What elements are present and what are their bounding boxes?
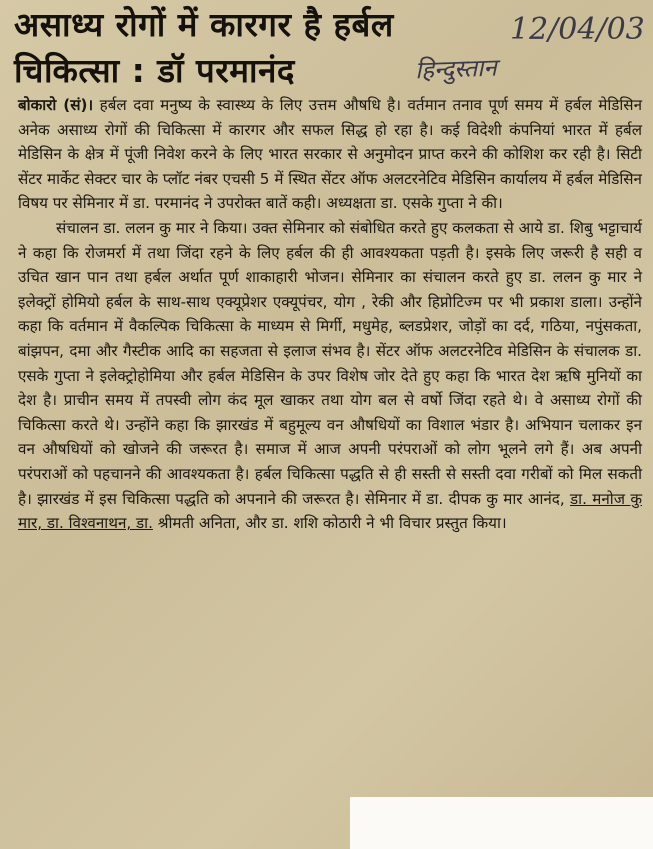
- article-paragraph-2: [18, 216, 642, 536]
- article-paragraph-1: [18, 93, 642, 216]
- blank-paper-area: [350, 797, 653, 849]
- paragraph-2-text: संचालन डा. ललन कु मार ने किया। उक्त सेमिनार को संबोधित करते हुए कलकता से आये डा. शिबु भट्टाचार्य ने कहा कि रोजमर्रा में तथा जिंदा रहने के लिए हर्बल की ही आवश्यकता पड़ती है। इसके लिए जरूरी है सही व उचित खान पान तथा हर्बल अर्थात पूर्ण शाकाहारी भोजन। सेमिनार का संचालन करते हुए डा. ललन कु मार ने इलेक्ट्रों होमियो हर्बल के साथ-साथ एक्यूप्रेशर एक्यूपंचर, योग , रेकी और हिप्नोटिज्म पर भी प्रकाश डाला। उन्होंने कहा कि वर्तमान में वैकल्पिक चिकित्सा के माध्यम से मिर्गी, मधुमेह, ब्लडप्रेशर, जोड़ों का दर्द, गठिया, नपुंसकता, बांझपन, दमा और गैस्टीक आदि का सहजता से इलाज संभव है। सेंटर ऑफ अलटरनेटिव मेडिसिन के संचालक डा. एसके गुप्ता ने इलेक्ट्रोहोमिया और हर्बल मेडिसिन के उपर विशेष जोर देते हुए कहा कि भारत देश ऋषि मुनियों का देश है। प्राचीन समय में तपस्वी लोग कंद मूल खाकर तथा योग बल से वर्षो जिंदा रहते थे। वे असाध्य रोगों की चिकित्सा करते थे। उन्होंने कहा कि झारखंड में बहुमूल्य वन औषधियों का विशाल भंडार है। अभियान चलाकर इन वन औषधियों को खोजने की जरूरत है। समाज में आज अपनी परंपराओं को लोग भूलने लगे हैं। अब अपनी परंपराओं को पहचानने की आवश्यकता है। हर्बल चिकित्सा पद्धति से ही सस्ती से सस्ती दवा गरीबों को मिल सकती है। झारखंड में इस चिकित्सा पद्धति को अपनाने की जरूरत है। सेमिनार में डा. दीपक कु मार आनंद,: [18, 218, 642, 508]
- dateline: बोकारो (सं)।: [18, 96, 94, 114]
- headline-line-1: असाध्य रोगों में कारगर है हर्बल: [14, 5, 394, 44]
- underlined-names: डा. मनोज कु मार, डा. विश्वनाथन, डा.: [18, 489, 642, 533]
- handwritten-source: हिन्दुस्तान: [414, 53, 498, 85]
- paragraph-1-text: हर्बल दवा मनुष्य के स्वास्थ्य के लिए उत्तम औषधि है। वर्तमान तनाव पूर्ण समय में हर्बल मेडिसिन अनेक असाध्य रोगों की चिकित्सा में कारगर और सफल सिद्ध हो रहा है। कई विदेशी कंपनियां भारत में हर्बल मेडिसिन के क्षेत्र में पूंजी निवेश करने के लिए भारत सरकार से अनुमोदन प्राप्त करने की कोशिश कर रही है। सिटी सेंटर मार्केट सेक्टर चार के प्लॉट नंबर एचसी 5 में स्थित सेंटर ऑफ अलटरनेटिव मेडिसिन कार्यालय में हर्बल मेडिसिन विषय पर सेमिनार में डा. परमानंद ने उपरोक्त बातें कही। अध्यक्षता डा. एसके गुप्ता ने की।: [18, 96, 643, 213]
- article-body: [18, 93, 642, 536]
- headline-line-2: चिकित्सा : डॉ परमानंद: [14, 51, 295, 90]
- paragraph-2-ending: श्रीमती अनिता, और डा. शशि कोठारी ने भी विचार प्रस्तुत किया।: [152, 514, 507, 533]
- handwritten-date: 12/04/03: [510, 12, 645, 47]
